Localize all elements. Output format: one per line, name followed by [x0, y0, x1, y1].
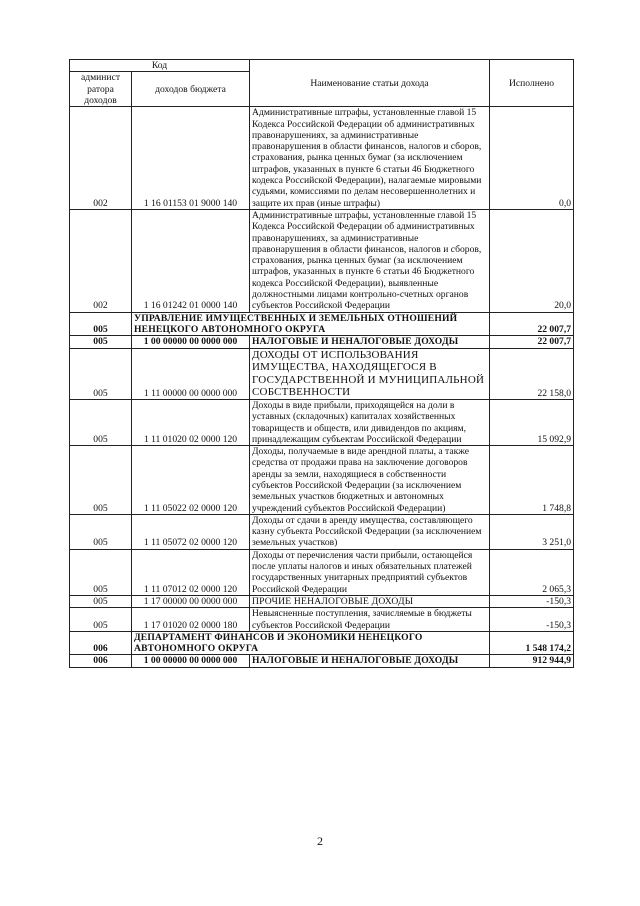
- table-row: [70, 631, 574, 655]
- row-budget-code: 1 11 05022 02 0000 120: [132, 446, 250, 515]
- row-admin-code: 005: [70, 348, 132, 399]
- row-name: ДЕПАРТАМЕНТ ФИНАНСОВ И ЭКОНОМИКИ НЕНЕЦКОГО АВТОНОМНОГО ОКРУГА: [132, 631, 490, 655]
- row-sum: 912 944,9: [490, 655, 574, 667]
- row-name: НАЛОГОВЫЕ И НЕНАЛОГОВЫЕ ДОХОДЫ: [250, 655, 490, 667]
- row-sum: 1 748,8: [490, 446, 574, 515]
- table-row: [70, 312, 574, 336]
- table-row: [70, 399, 574, 445]
- row-budget-code: 1 00 00000 00 0000 000: [132, 655, 250, 667]
- table-row: [70, 595, 574, 607]
- row-budget-code: 1 11 05072 02 0000 120: [132, 514, 250, 549]
- table-row: [70, 608, 574, 632]
- row-admin-code: 006: [70, 631, 132, 655]
- row-budget-code: 1 17 00000 00 0000 000: [132, 595, 250, 607]
- row-sum: 1 548 174,2: [490, 631, 574, 655]
- row-admin-code: 005: [70, 336, 132, 348]
- row-admin-code: 005: [70, 446, 132, 515]
- row-budget-code: 1 00 00000 00 0000 000: [132, 336, 250, 348]
- row-name: УПРАВЛЕНИЕ ИМУЩЕСТВЕННЫХ И ЗЕМЕЛЬНЫХ ОТНОШЕНИЙ НЕНЕЦКОГО АВТОНОМНОГО ОКРУГА: [132, 312, 490, 336]
- page-number: 2: [317, 834, 323, 848]
- row-budget-code: 1 11 00000 00 0000 000: [132, 348, 250, 399]
- row-budget-code: 1 11 01020 02 0000 120: [132, 399, 250, 445]
- row-name: Административные штрафы, установленные главой 15 Кодекса Российской Федерации об административных правонарушениях, за административные правонарушения в области финансов, налогов и сборов, страхования, рынка ценных бумаг (за исключением штрафов, указанных в пункте 6 статьи 46 Бюджетного кодекса Российской Федерации), налагаемые мировыми судьями, комиссиями по делам несовершеннолетних и защите их прав (иные штрафы): [250, 107, 490, 210]
- header-executed: Исполнено: [490, 60, 574, 107]
- row-admin-code: 005: [70, 595, 132, 607]
- row-name: Невыясненные поступления, зачисляемые в бюджеты субъектов Российской Федерации: [250, 608, 490, 632]
- table-row: [70, 348, 574, 399]
- row-admin-code: 005: [70, 312, 132, 336]
- row-admin-code: 002: [70, 107, 132, 210]
- row-admin-code: 005: [70, 399, 132, 445]
- table-row: [70, 514, 574, 549]
- row-sum: 22 158,0: [490, 348, 574, 399]
- header-budget-code: доходов бюджета: [132, 72, 250, 107]
- row-admin-code: 005: [70, 514, 132, 549]
- row-sum: 22 007,7: [490, 336, 574, 348]
- row-name: Доходы от сдачи в аренду имущества, составляющего казну субъекта Российской Федерации (за исключением земельных участков): [250, 514, 490, 549]
- row-name: Доходы, получаемые в виде арендной платы, а также средства от продажи права на заключение договоров аренды за земли, находящиеся в собственности субъектов Российской Федерации (за исключением земельных участков бюджетных и автономных учреждений субъектов Российской Федерации): [250, 446, 490, 515]
- row-sum: 3 251,0: [490, 514, 574, 549]
- row-sum: -150,3: [490, 595, 574, 607]
- table-row: [70, 336, 574, 348]
- row-admin-code: 005: [70, 549, 132, 595]
- row-budget-code: 1 16 01242 01 0000 140: [132, 209, 250, 312]
- row-sum: 22 007,7: [490, 312, 574, 336]
- row-sum: -150,3: [490, 608, 574, 632]
- row-admin-code: 006: [70, 655, 132, 667]
- revenue-table: [69, 59, 574, 668]
- row-admin-code: 002: [70, 209, 132, 312]
- row-sum: 2 065,3: [490, 549, 574, 595]
- row-name: Административные штрафы, установленные главой 15 Кодекса Российской Федерации об административных правонарушениях, за административные правонарушения в области финансов, налогов и сборов, страхования, рынка ценных бумаг (за исключением штрафов, указанных в пункте 6 статьи 46 Бюджетного кодекса Российской Федерации), выявленные должностными лицами контрольно-счетных органов субъектов Российской Федерации: [250, 209, 490, 312]
- row-name: ДОХОДЫ ОТ ИСПОЛЬЗОВАНИЯ ИМУЩЕСТВА, НАХОДЯЩЕГОСЯ В ГОСУДАРСТВЕННОЙ И МУНИЦИПАЛЬНОЙ СОБСТВЕННОСТИ: [250, 348, 490, 399]
- header-admin: админист ратора доходов: [70, 72, 132, 107]
- table-row: [70, 549, 574, 595]
- table-row: [70, 209, 574, 312]
- row-budget-code: 1 17 01020 02 0000 180: [132, 608, 250, 632]
- row-name: Доходы в виде прибыли, приходящейся на доли в уставных (складочных) капиталах хозяйственных товариществ и обществ, или дивидендов по акциям, принадлежащим субъектам Российской Федерации: [250, 399, 490, 445]
- row-name: Доходы от перечисления части прибыли, остающейся после уплаты налогов и иных обязательных платежей государственных унитарных предприятий субъектов Российской Федерации: [250, 549, 490, 595]
- table-row: [70, 446, 574, 515]
- header-kod: Код: [70, 60, 250, 72]
- row-sum: 0,0: [490, 107, 574, 210]
- row-name: ПРОЧИЕ НЕНАЛОГОВЫЕ ДОХОДЫ: [250, 595, 490, 607]
- header-name: Наименование статьи дохода: [250, 60, 490, 107]
- row-sum: 20,0: [490, 209, 574, 312]
- table-row: [70, 107, 574, 210]
- row-sum: 15 092,9: [490, 399, 574, 445]
- row-budget-code: 1 11 07012 02 0000 120: [132, 549, 250, 595]
- table-header-row: [70, 60, 574, 72]
- table-row: [70, 655, 574, 667]
- row-admin-code: 005: [70, 608, 132, 632]
- row-name: НАЛОГОВЫЕ И НЕНАЛОГОВЫЕ ДОХОДЫ: [250, 336, 490, 348]
- row-budget-code: 1 16 01153 01 9000 140: [132, 107, 250, 210]
